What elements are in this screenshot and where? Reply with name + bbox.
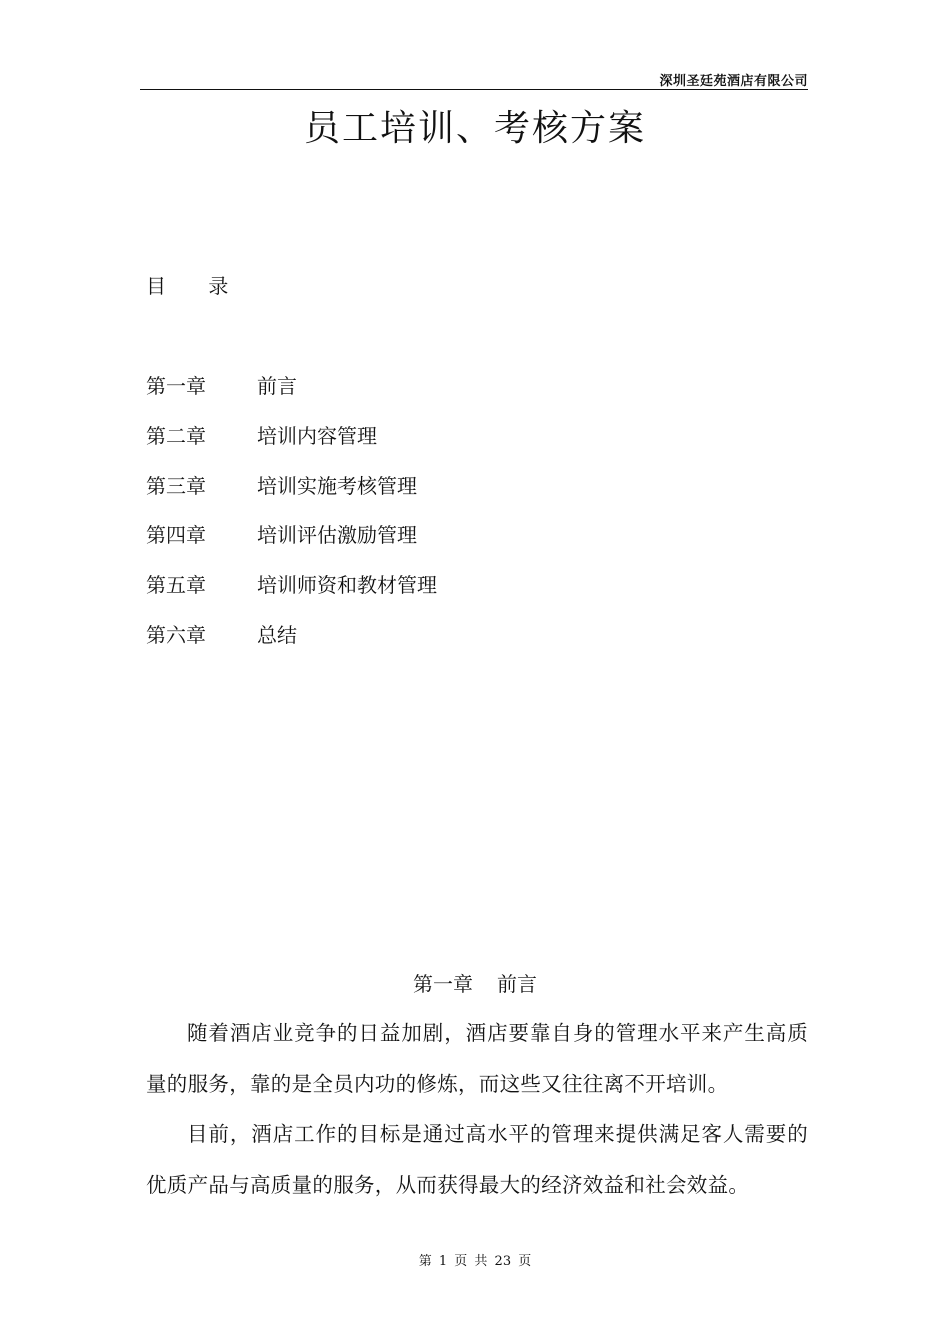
chapter-1-number: 第一章 xyxy=(413,972,473,996)
toc-chapter-title: 培训内容管理 xyxy=(257,423,377,448)
document-title: 员工培训、考核方案 xyxy=(303,108,646,149)
chapter-1-paragraph-1: 随着酒店业竞争的日益加剧，酒店要靠自身的管理水平来产生高质量的服务，靠的是全员内功的修炼，而这些又往往离不开培训。 xyxy=(146,1021,808,1096)
toc-item-chapter-1[interactable] xyxy=(146,370,437,420)
toc-chapter-number: 第一章 xyxy=(146,374,206,398)
toc-item-chapter-2[interactable] xyxy=(146,420,437,470)
toc-chapter-title: 培训评估激励管理 xyxy=(257,523,417,548)
chapter-1-paragraph-2: 目前，酒店工作的目标是通过高水平的管理来提供满足客人需要的优质产品与高质量的服务，从而获得最大的经济效益和社会效益。 xyxy=(146,1122,808,1197)
header-company-name: 深圳圣廷苑酒店有限公司 xyxy=(659,74,808,89)
toc-chapter-number: 第五章 xyxy=(146,573,206,598)
chapter-1-title: 前言 xyxy=(497,972,537,996)
toc-item-chapter-5[interactable] xyxy=(146,569,437,619)
toc-chapter-title: 培训实施考核管理 xyxy=(257,473,417,498)
toc-chapter-title: 前言 xyxy=(257,374,297,398)
toc-chapter-title: 总结 xyxy=(257,622,297,647)
toc-chapter-number: 第二章 xyxy=(146,423,206,448)
toc-item-chapter-3[interactable] xyxy=(146,470,437,520)
toc-heading: 目 录 xyxy=(146,274,247,298)
header-divider xyxy=(140,89,808,90)
toc-chapter-number: 第六章 xyxy=(146,622,206,647)
toc-chapter-number: 第四章 xyxy=(146,523,206,548)
table-of-contents xyxy=(146,370,437,669)
toc-item-chapter-6[interactable] xyxy=(146,619,437,669)
toc-chapter-number: 第三章 xyxy=(146,473,206,498)
toc-chapter-title: 培训师资和教材管理 xyxy=(257,573,437,598)
page-number-footer: 第 1 页 共 23 页 xyxy=(418,1254,532,1269)
toc-item-chapter-4[interactable] xyxy=(146,519,437,569)
chapter-1-heading xyxy=(0,968,950,997)
